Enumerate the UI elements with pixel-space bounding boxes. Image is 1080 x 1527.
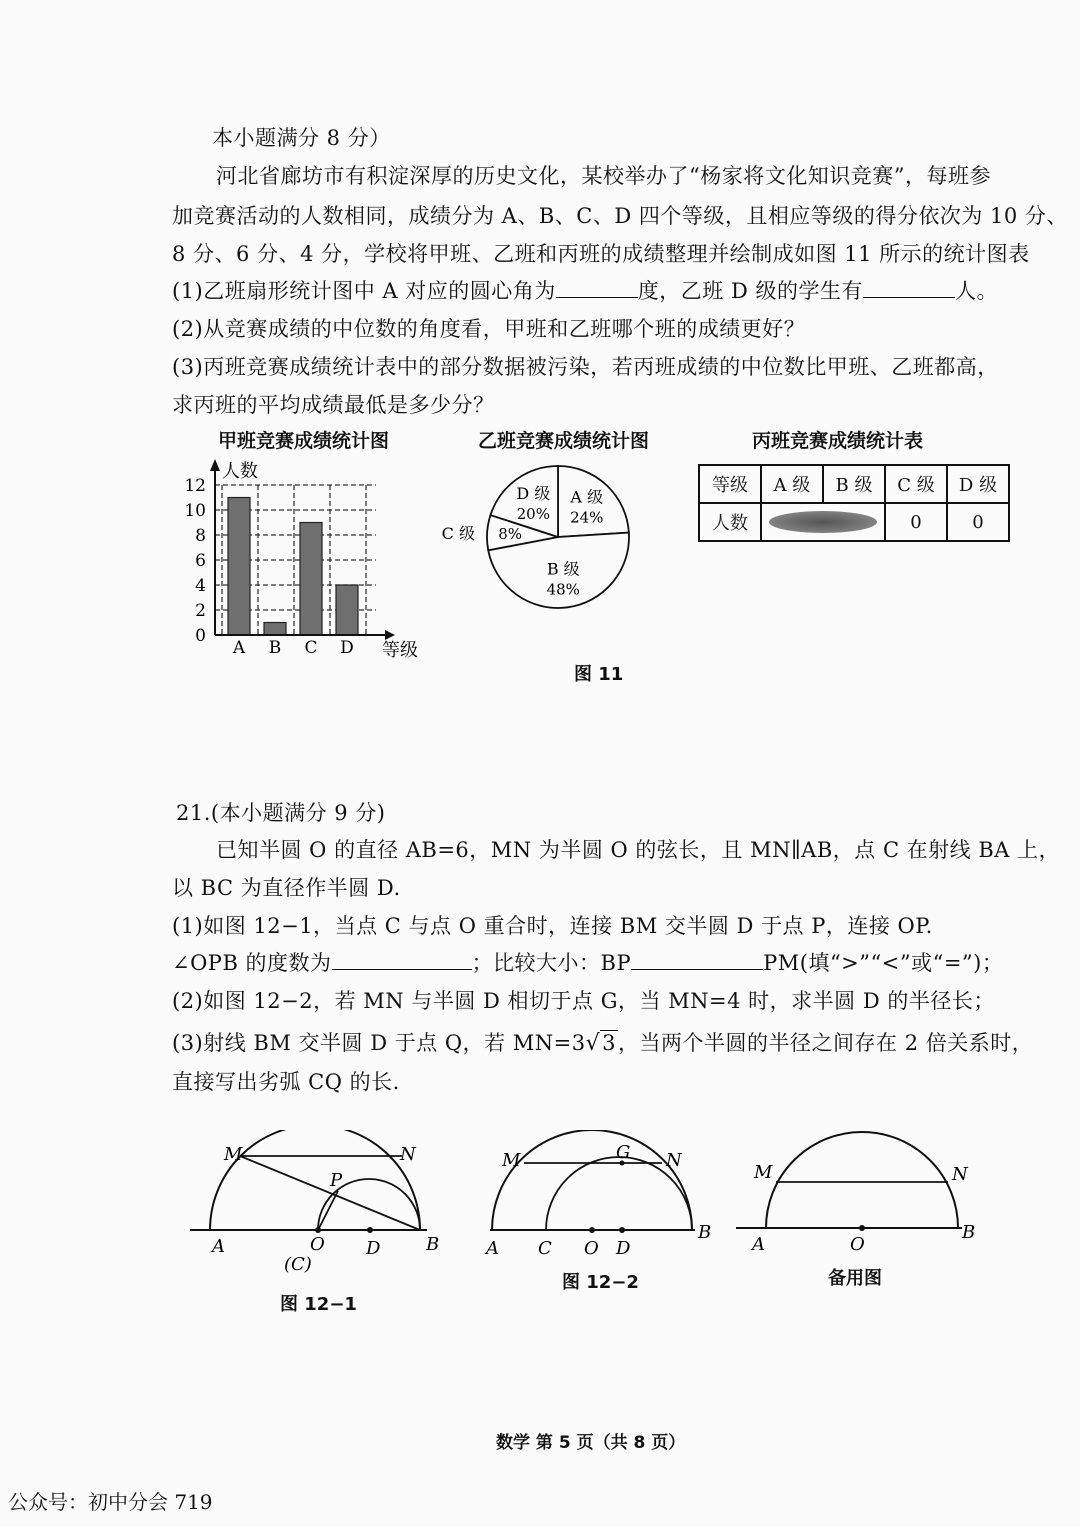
label-n: N [400,1144,416,1165]
pie-slice-name: B 级 [546,559,580,579]
pie-slice-value: 48% [546,580,580,599]
label-c: C [538,1238,552,1259]
q20-part2: (2)从竞赛成绩的中位数的角度看，甲班和乙班哪个班的成绩更好？ [172,317,806,341]
q20-part3-line-2: 求丙班的平均成绩最低是多少分？ [172,393,495,417]
bar-chart-xlabel: 等级 [382,640,418,661]
sqrt-radicand: 3 [602,1031,617,1055]
point-o [859,1225,865,1231]
label-m: M [224,1144,243,1165]
figure-12-1-caption: 图 12−1 [280,1294,357,1315]
ink-stain [769,511,877,533]
table-header-cell: A 级 [761,465,823,503]
table-data-row [699,503,1009,541]
score-table [698,464,1010,542]
pie-slice-name: D 级 [516,484,551,504]
q20-intro-line-3: 8 分、6 分、4 分，学校将甲班、乙班和丙班的成绩整理并绘制成如图 11 所示的统计图表 [172,242,1030,266]
q21-header: 21.(本小题满分 9 分) [176,801,386,825]
y-tick-label: 2 [195,601,206,621]
q21-part1-text-c: PM(填“>”“<”或“=”)； [763,951,1004,975]
x-axis-arrow [385,630,395,640]
label-b: B [698,1222,712,1243]
label-m: M [502,1150,521,1171]
table-header-cell: D 级 [947,465,1009,503]
page-footer: 数学 第 5 页（共 8 页） [496,1433,686,1453]
bar-A [228,498,250,636]
x-tick-label: D [340,638,354,658]
q20-part1-text-b: 度，乙班 D 级的学生有 [637,279,863,303]
bar-chart-ylabel: 人数 [222,461,258,482]
answer-blank-count [863,279,955,298]
label-m: M [754,1162,773,1183]
point-d [367,1227,373,1233]
pie-slice-value: 20% [516,505,550,524]
backup-figure-caption: 备用图 [828,1268,882,1289]
q20-intro-line-2: 加竞赛活动的人数相同，成绩分为 A、B、C、D 四个等级，且相应等级的得分依次为 10 分、 [172,204,1068,228]
q21-intro-line-1: 已知半圆 O 的直径 AB=6，MN 为半圆 O 的弦长，且 MN∥AB，点 C 在射线 BA 上， [216,838,1061,862]
y-tick-label: 6 [195,551,206,571]
q20-header: 本小题满分 8 分） [212,126,391,150]
y-tick-label: 8 [195,526,206,546]
segment-bm [240,1156,420,1230]
bar-B [264,623,286,636]
sqrt-symbol: √ [585,1031,601,1056]
watermark-text: 公众号：初中分会 719 [8,1490,213,1514]
stained-cell [761,503,885,541]
bar-D [336,585,358,635]
pie-slice-name: C 级 [441,523,475,543]
label-n: N [666,1150,682,1171]
q21-part3-text-a: (3)射线 BM 交半圆 D 于点 Q，若 MN=3 [172,1031,586,1055]
figure-12-2 [480,1130,730,1260]
y-tick-label: 10 [184,501,206,521]
label-d: D [616,1238,631,1259]
q21-part1-line-1: (1)如图 12−1，当点 C 与点 O 重合时，连接 BM 交半圆 D 于点 P，连接 OP. [172,914,933,938]
q21-part3-line-2: 直接写出劣弧 CQ 的长. [172,1070,400,1094]
point-o [589,1227,595,1233]
label-a: A [752,1234,765,1255]
label-o: O [584,1238,599,1259]
q20-part1-text-a: (1)乙班扇形统计图中 A 对应的圆心角为 [172,279,556,303]
pie-chart [430,455,660,625]
figure-12-1 [182,1130,452,1280]
q21-part1-text-a: ∠OPB 的度数为 [172,951,332,975]
point-o [315,1227,321,1233]
x-tick-label: B [268,638,282,658]
pie-slice-value: 8% [498,524,522,543]
pie-chart-title: 乙班竞赛成绩统计图 [478,430,650,452]
label-a: A [212,1236,225,1257]
table-header-cell: B 级 [823,465,885,503]
table-title: 丙班竞赛成绩统计表 [752,430,924,452]
label-o: O [310,1234,325,1255]
q20-part1-text-c: 人。 [954,279,998,303]
bar-chart-title: 甲班竞赛成绩统计图 [218,430,390,452]
y-axis-arrow [210,459,220,471]
table-header-row [699,465,1009,503]
q21-part1-line-2 [172,947,1003,977]
backup-figure [730,1120,990,1260]
answer-blank-angle [556,279,638,298]
semicircle-o [766,1132,958,1228]
q20-intro-line-1: 河北省廊坊市有积淀深厚的历史文化，某校举办了“杨家将文化知识竞赛”，每班参 [216,164,991,188]
table-cell: 0 [885,503,947,541]
bar-C [300,523,322,636]
q21-part3-text-b: ，当两个半圆的半径之间存在 2 倍关系时， [618,1031,1034,1055]
x-tick-label: C [304,638,318,658]
q21-part2: (2)如图 12−2，若 MN 与半圆 D 相切于点 G，当 MN=4 时，求半圆 D 的半径长； [172,989,995,1013]
label-o: O [850,1234,865,1255]
label-c: (C) [284,1254,312,1275]
figure-11-caption: 图 11 [574,664,624,685]
table-header-cell: C 级 [885,465,947,503]
pie-slice-value: 24% [570,508,604,527]
answer-blank-angle [332,951,472,970]
label-p: P [330,1170,343,1191]
y-tick-label: 0 [195,626,206,646]
point-d [619,1227,625,1233]
label-d: D [366,1238,381,1259]
table-row-label: 人数 [699,503,761,541]
table-cell: 0 [947,503,1009,541]
answer-blank-compare [631,951,763,970]
label-a: A [486,1238,499,1259]
label-b: B [426,1234,440,1255]
y-tick-label: 4 [195,576,206,596]
q20-part3-line-1: (3)丙班竞赛成绩统计表中的部分数据被污染，若丙班成绩的中位数比甲班、乙班都高， [172,355,999,379]
y-tick-label: 12 [184,476,206,496]
q21-intro-line-2: 以 BC 为直径作半圆 D. [172,876,401,900]
table-header-cell: 等级 [699,465,761,503]
label-b: B [962,1222,976,1243]
q21-part3-line-1 [172,1027,1033,1057]
bar-chart [180,455,440,665]
figure-12-2-caption: 图 12−2 [562,1272,639,1293]
q20-part1 [172,275,998,305]
semicircle-o [492,1130,692,1230]
x-tick-label: A [232,638,246,658]
label-n: N [952,1164,968,1185]
q21-part1-text-b: ；比较大小：BP [471,951,632,975]
pie-slice-name: A 级 [570,487,604,507]
label-g: G [616,1142,631,1163]
